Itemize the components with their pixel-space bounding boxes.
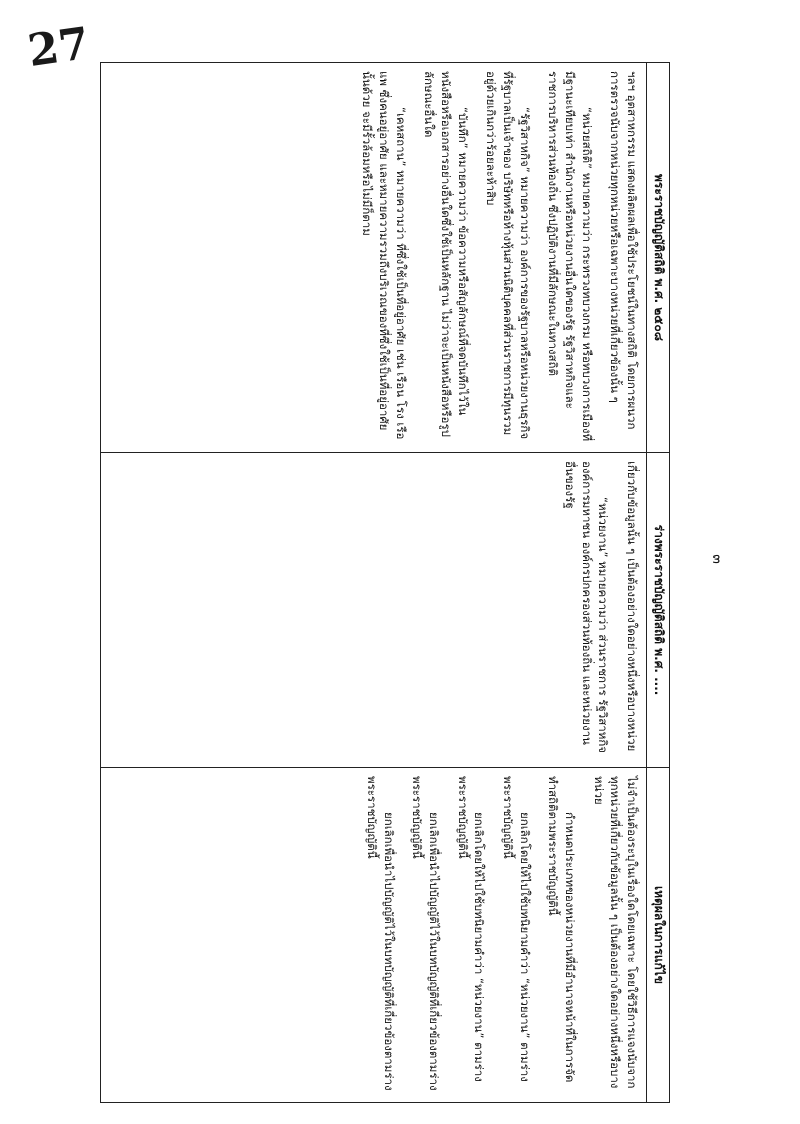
reason-paragraph: ยกเลิกเพื่อนำไปบัญญัติไว้ในบทบัญญัติที่เกี่ยวข้องตามร่างพระราชบัญญัตินี้: [364, 776, 396, 1091]
header-draft-act: ร่างพระราชบัญญัติสถิติ พ.ศ. ....: [647, 453, 670, 768]
reason-paragraph: ยกเลิกเพื่อนำไปบัญญัติไว้ในบทบัญญัติที่เกี่ยวข้องตามร่างพระราชบัญญัตินี้: [410, 776, 441, 1091]
current-act-cell: [101, 63, 647, 453]
draft-act-paragraph: “หน่วยงาน” หมายความว่า ส่วนราชการ รัฐวิสาหกิจ องค์การมหาชน องค์กรปกครองส่วนท้องถิ่น และหน่วยงานอื่นของรัฐ: [562, 461, 611, 754]
header-current-act: พระราชบัญญัติสถิติ พ.ศ. ๒๕๐๘: [647, 63, 670, 453]
header-reason: เหตุผลในการแก้ไข: [647, 768, 670, 1103]
current-act-paragraph: “หน่วยสถิติ” หมายความว่า กระทรวงทบวงกรม หรือทบวงการเมืองที่มีฐานะเทียบเท่า สำนักงานหรือหน่วยงานอื่นใดของรัฐ รัฐวิสาหกิจและราชการบริหารส่วนท้องถิ่น ซึ่งปฏิบัติงานที่มีลักษณะในทางสถิติ: [546, 71, 594, 442]
page-number: ๓: [708, 554, 725, 564]
current-act-paragraph: “บันทึก” หมายความว่า ข้อความหรือสัญลักษณ์ที่จดบันทึกไว้ในหนังสือหรือเอกสารอย่างอื่นใดซึ่งใช้เป็นหลักฐาน ไม่ว่าจะเป็นหนังสือหรือรูปลักษณะอื่นใด: [422, 71, 470, 437]
reason-cell: [101, 768, 647, 1103]
current-act-paragraph: ฯลฯ อุตสาหกรรม แสดงผลิตผลเพื่อใช้ประโยชน์ในทางสถิติ โดยการผนวกการตรวจนับจากหน่วยทุกหน่วยหรือเฉพาะบางหน่วยที่เกี่ยวข้องนั้น ๆ: [608, 71, 639, 430]
table-body-row: [101, 63, 647, 1103]
draft-act-cell: [101, 453, 647, 768]
table-header-row: [647, 63, 670, 1103]
reason-paragraph: ยกเลิกโดยให้ไปใช้บทนิยามคำว่า “หน่วยงาน” ตามร่างพระราชบัญญัตินี้: [455, 776, 487, 1082]
handwritten-page-number: 27: [24, 17, 93, 78]
current-act-paragraph: “เคหสถาน” หมายความว่า ที่ซึ่งใช้เป็นที่อยู่อาศัย เช่น เรือน โรง เรือแพ ซึ่งคนอยู่อาศัย และหมายความรวมถึงบริเวณของที่ซึ่งใช้เป็นที่อยู่อาศัยนั้นด้วย จะมีรั้วล้อมหรือไม่มีก็ตาม: [360, 71, 408, 440]
comparison-table: [100, 62, 670, 1103]
reason-paragraph: กำหนดประเภทของหน่วยงานที่มีอำนาจหน้าที่ในการจัดทำสถิติตามพระราชบัญญัตินี้: [546, 776, 577, 1083]
current-act-paragraph: “รัฐวิสาหกิจ” หมายความว่า องค์การของรัฐบาลหรือหน่วยงานธุรกิจที่รัฐบาลเป็นเจ้าของ บริษัทหรือห้างหุ้นส่วนนิติบุคคลที่ส่วนราชการมีทุนรวมอยู่ด้วยเกินกว่าร้อยละห้าสิบ: [484, 71, 532, 440]
reason-paragraph: ยกเลิกโดยให้ไปใช้บทนิยามคำว่า “หน่วยงาน” ตามร่างพระราชบัญญัตินี้: [500, 776, 532, 1082]
rotated-comparison-table-container: [100, 62, 670, 1102]
draft-act-paragraph: เกี่ยวกับข้อมูลนั้น ๆ เป็นต้องอย่างใดอย่างหนึ่งหรือบางหน่วย: [625, 461, 639, 752]
reason-paragraph: ไม่จำเป็นต้องระบุในเรื่องใดโดยเฉพาะ โดยใช้วิธีการแจงนับจากทุกหน่วยที่เกี่ยวกับข้อมูลนั้น ๆ เป็นต้องอย่างใดอย่างหนึ่งหรือบางหน่วย: [591, 776, 639, 1089]
